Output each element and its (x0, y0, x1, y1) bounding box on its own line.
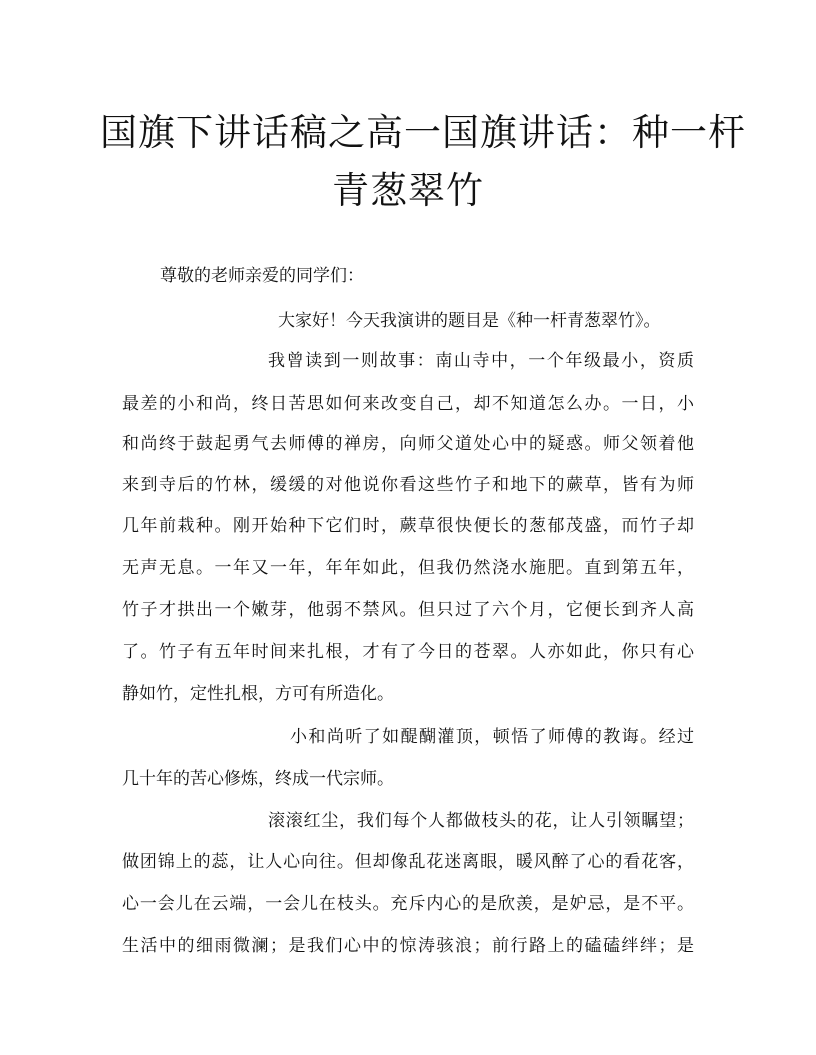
paragraph-line: 心一会儿在云端，一会儿在枝头。充斥内心的是欣羡，是妒忌，是不平。 (122, 894, 694, 914)
paragraph-line: 几年前栽种。刚开始种下它们时，蕨草很快便长的葱郁茂盛，而竹子却 (122, 516, 694, 536)
paragraph-line: 小和尚听了如醍醐灌顶，顿悟了师傅的教诲。经过 (290, 727, 694, 747)
paragraph-line: 几十年的苦心修炼，终成一代宗师。 (122, 769, 394, 789)
greeting: 大家好！今天我演讲的题目是《种一杆青葱翠竹》。 (278, 311, 661, 331)
paragraph-line: 了。竹子有五年时间来扎根，才有了今日的苍翠。人亦如此，你只有心 (122, 642, 694, 662)
paragraph-line: 我曾读到一则故事：南山寺中，一个年级最小，资质 (268, 351, 694, 371)
paragraph-line: 静如竹，定性扎根，方可有所造化。 (122, 684, 394, 704)
salutation: 尊敬的老师亲爱的同学们： (160, 266, 364, 286)
paragraph-line: 生活中的细雨微澜；是我们心中的惊涛骇浪；前行路上的磕磕绊绊；是 (122, 936, 694, 956)
paragraph-line: 竹子才拱出一个嫩芽，他弱不禁风。但只过了六个月，它便长到齐人高 (122, 600, 694, 620)
paragraph-line: 最差的小和尚，终日苦思如何来改变自己，却不知道怎么办。一日，小 (122, 394, 694, 414)
paragraph-line: 滚滚红尘，我们每个人都做枝头的花，让人引领瞩望； (268, 811, 694, 831)
document-title-line-1: 国旗下讲话稿之高一国旗讲话：种一杆 (100, 111, 746, 154)
paragraph-line: 做团锦上的蕊，让人心向往。但却像乱花迷离眼，暖风醉了心的看花客， (122, 852, 694, 872)
paragraph-line: 无声无息。一年又一年，年年如此，但我仍然浇水施肥。直到第五年， (122, 558, 694, 578)
paragraph-line: 和尚终于鼓起勇气去师傅的禅房，向师父道处心中的疑惑。师父领着他 (122, 434, 694, 454)
document-title-line-2: 青葱翠竹 (332, 169, 484, 212)
paragraph-line: 来到寺后的竹林，缓缓的对他说你看这些竹子和地下的蕨草，皆有为师 (122, 475, 694, 495)
